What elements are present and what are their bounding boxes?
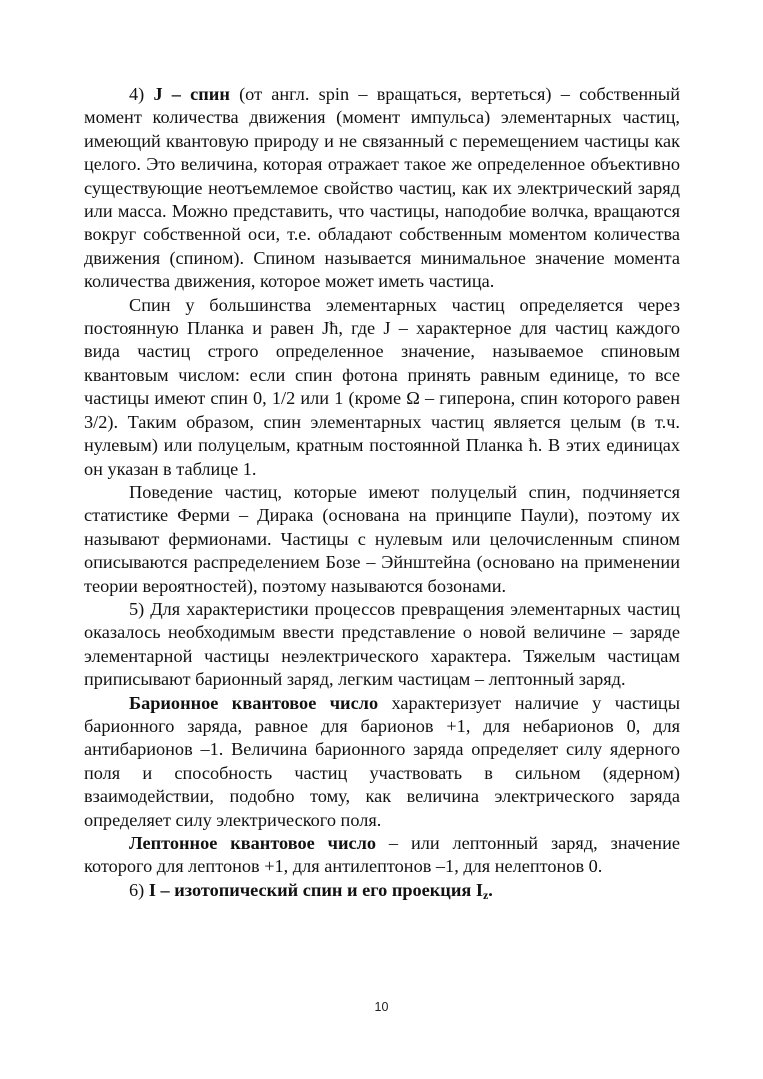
paragraph-baryon-lepton-charge: 5) Для характеристики процессов превращения элементарных частиц оказалось необходимым ввести представление о новой величине – заряде элементарной частицы неэлектрического характера. Тяжелым частицам приписывают барионный заряд, легким частицам – лептонный заряд. (84, 598, 680, 690)
paragraph-spin-definition (84, 83, 680, 294)
paragraph-baryon-number (84, 692, 680, 832)
term-isospin-text: I – изотопический спин и его проекция I (148, 879, 483, 900)
subscript-z: z (482, 887, 489, 902)
paragraph-lepton-number (84, 832, 680, 879)
page-number: 10 (374, 1000, 389, 1014)
term-baryon-number: Барионное квантовое число (129, 692, 379, 713)
term-lepton-number: Лептонное квантовое число (129, 833, 376, 853)
term-isospin (149, 880, 493, 900)
item-number: 4) (129, 84, 145, 104)
item-number: 6) (129, 879, 145, 900)
paragraph-isospin-heading (84, 879, 680, 902)
page-body (84, 83, 680, 902)
paragraph-text: – или лептонный заряд, значение которого для лептонов +1, для антилептонов –1, для нелептонов 0. (84, 833, 680, 877)
term-spin: J – спин (153, 84, 230, 104)
paragraph-text: (от англ. spin – вращаться, вертеться) – собственный момент количества движения (момент импульса) элементарных частиц, имеющий квантовую природу и не связанный с перемещением частицы как целого. Это величина, которая отражает такое же определенное объективно существующие неотъемлемое свойство частиц, как их электрический заряд или масса. Можно представить, что частицы, наподобие волчка, вращаются вокруг собственной оси, т.е. обладают собственным моментом количества движения (спином). Спином называется минимальное значение момента количества движения, которое может иметь частица. (84, 84, 680, 292)
paragraph-fermions-bosons: Поведение частиц, которые имеют полуцелый спин, подчиняется статистике Ферми – Дирака (основана на принципе Паули), поэтому их называют фермионами. Частицы с нулевым или целочисленным спином описываются распределением Бозе – Эйнштейна (основано на применении теории вероятностей), поэтому называются бозонами. (84, 481, 680, 596)
paragraph-text: характеризует наличие у частицы барионного заряда, равное для барионов +1, для небарионов 0, для антибарионов –1. Величина барионного заряда определяет силу ядерного поля и способность частиц участвовать в сильном (ядерном) взаимодействии, подобно тому, как величина электрического заряда определяет силу электрического поля. (84, 692, 680, 830)
term-isospin-end: . (488, 879, 493, 900)
paragraph-spin-planck: Спин у большинства элементарных частиц определяется через постоянную Планка и равен Jħ, где J – характерное для частиц каждого вида частиц строго определенное значение, называемое спиновым квантовым числом: если спин фотона принять равным единице, то все частицы имеют спин 0, 1/2 или 1 (кроме Ω – гиперона, спин которого равен 3/2). Таким образом, спин элементарных частиц является целым (в т.ч. нулевым) или полуцелым, кратным постоянной Планка ħ. В этих единицах он указан в таблице 1. (84, 294, 680, 479)
